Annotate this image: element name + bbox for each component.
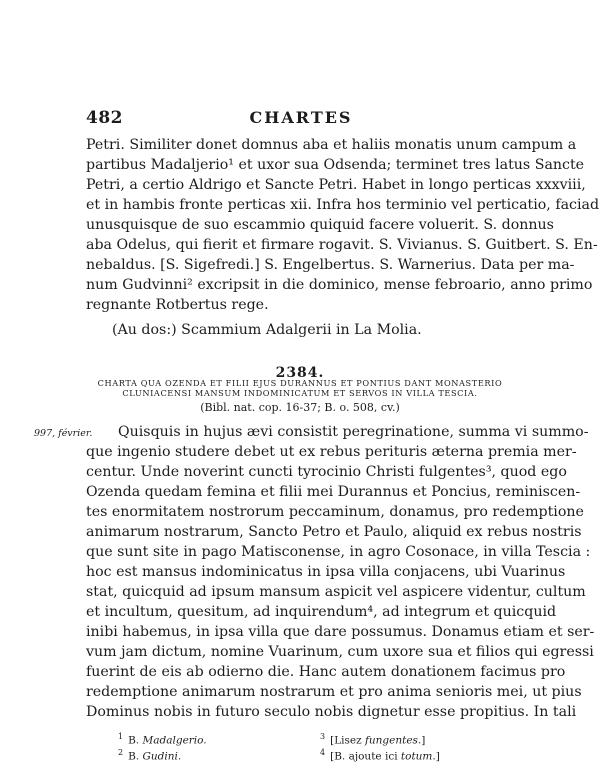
- text-line: tes enormitatem nostrorum peccaminum, donamus, pro redemptione: [86, 504, 584, 520]
- text-line: Petri, a certio Aldrigo et Sancte Petri. Habet in longo perticas xxxviii,: [86, 177, 586, 193]
- text-line: que ingenio studere debet ut ex rebus perituris æterna premia mer-: [86, 444, 577, 460]
- footnote-text: fungentes: [365, 734, 418, 747]
- margin-date: 997, février.: [34, 428, 93, 439]
- footnote-bracket: .]: [432, 750, 440, 763]
- footnote-number: 3: [320, 732, 326, 741]
- footnote-number: 1: [118, 732, 124, 741]
- footnote: [118, 732, 207, 747]
- footnote-text: Madalgerio.: [142, 734, 207, 747]
- text-line: fuerint de eis ab odierno die. Hanc autem donationem facimus pro: [86, 664, 566, 680]
- text-line: animarum nostrarum, Sancto Petro et Paulo, aliquid ex rebus nostris: [86, 524, 582, 540]
- footnote-text: totum: [400, 750, 433, 763]
- text-line: et in hambis fronte perticas xii. Infra hos terminio vel perticatio, faciad: [86, 197, 600, 213]
- charter-title-line: CHARTA QUA OZENDA ET FILII EJUS DURANNUS ET PONTIUS DANT MONASTERIO: [97, 378, 503, 388]
- footnote: [320, 732, 425, 747]
- footnote-label: B.: [128, 750, 140, 763]
- page-number: 482: [86, 108, 123, 128]
- text-line: et incultum, quesitum, ad inquirendum⁴, ad integrum et quicquid: [86, 604, 557, 620]
- footnote-bracket: [: [330, 734, 335, 747]
- charter-number: 2384.: [275, 365, 325, 381]
- text-line: Ozenda quedam femina et filii mei Durannus et Poncius, reminiscen-: [86, 484, 581, 500]
- footnote-label: B. ajoute ici: [334, 750, 398, 763]
- text-line: partibus Madaljerio¹ et uxor sua Odsenda; terminet tres latus Sancte: [86, 157, 585, 173]
- footnote-label: B.: [128, 734, 140, 747]
- text-line: centur. Unde noverint cuncti tyrocinio Christi fulgentes³, quod ego: [86, 464, 567, 480]
- text-line: hoc est mansus indominicatus in ipsa villa conjacens, ubi Vuarinus: [86, 564, 566, 580]
- footnote-number: 4: [320, 748, 326, 757]
- footnote-text: Gudini.: [142, 750, 182, 763]
- footnote: [118, 748, 181, 763]
- text-line: stat, quicquid ad ipsum mansum aspicit vel aspicere videntur, cultum: [86, 584, 586, 600]
- footnote-number: 2: [118, 748, 124, 757]
- text-line: Petri. Similiter donet domnus aba et haliis monatis unum campum a: [86, 137, 577, 153]
- text-line: regnante Rotbertus rege.: [86, 297, 269, 313]
- text-line: unusquisque de suo escammio quiquid facere voluerit. S. donnus: [86, 217, 554, 233]
- page-header: [86, 108, 516, 130]
- text-line: que sunt site in pago Matisconense, in agro Cosonace, in villa Tescia :: [86, 544, 591, 560]
- footnote-bracket: [: [330, 750, 335, 763]
- source-citation: (Bibl. nat. cop. 16-37; B. o. 508, cv.): [200, 401, 400, 414]
- text-line: redemptione animarum nostrarum et pro anima senioris mei, ut pius: [86, 684, 582, 700]
- dorsal-note: (Au dos:) Scammium Adalgerii in La Molia.: [112, 322, 422, 338]
- footnote-bracket: .]: [417, 734, 426, 747]
- footnote: [320, 748, 440, 763]
- text-line: Quisquis in hujus ævi consistit peregrinatione, summa vi summo-: [118, 424, 589, 440]
- text-line: Dominus nobis in futuro seculo nobis dignetur esse propitius. In tali: [86, 704, 577, 720]
- running-title: CHARTES: [249, 108, 353, 127]
- charter-title-line: CLUNIACENSI MANSUM INDOMINICATUM ET SERVOS IN VILLA TESCIA.: [122, 388, 478, 398]
- text-line: vum jam dictum, nomine Vuarinum, cum uxore sua et filios qui egressi: [86, 644, 594, 660]
- text-line: num Gudvinni² excripsit in die dominico, mense febroario, anno primo: [86, 277, 593, 293]
- text-line: aba Odelus, qui fierit et firmare rogavit. S. Vivianus. S. Guitbert. S. En-: [86, 237, 598, 253]
- footnote-label: Lisez: [334, 734, 362, 747]
- text-line: inibi habemus, in ipsa villa que dare possumus. Donamus etiam et ser-: [86, 624, 595, 640]
- text-line: nebaldus. [S. Sigefredi.] S. Engelbertus. S. Warnerius. Data per ma-: [86, 257, 575, 273]
